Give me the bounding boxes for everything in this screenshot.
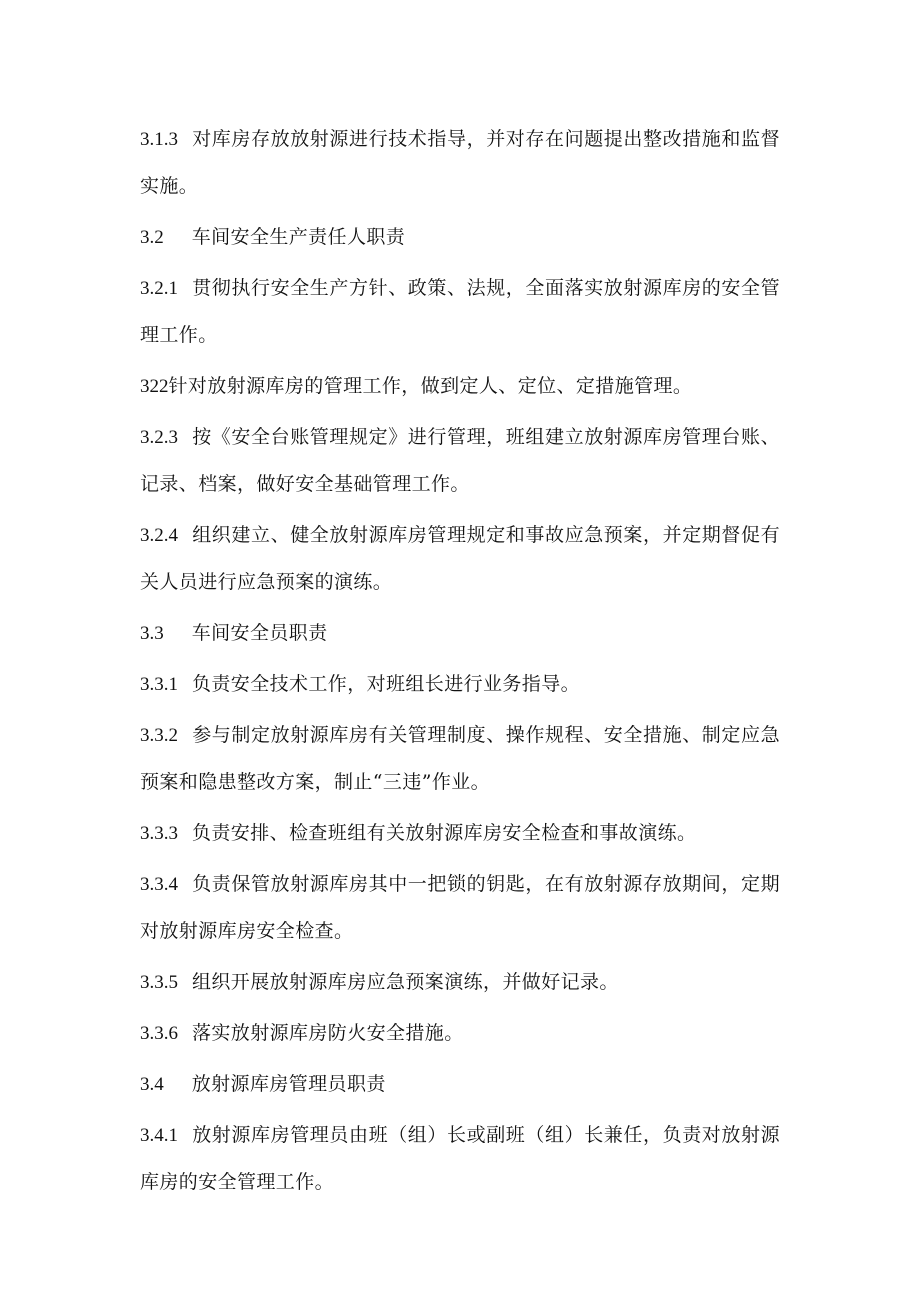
paragraph-3-3-6 — [140, 1010, 780, 1057]
document-body — [140, 116, 780, 1210]
clause-text: 按《安全台账管理规定》进行管理，班组建立放射源库房管理台账、记录、档案，做好安全基础管理工作。 — [140, 426, 780, 495]
paragraph-3-2-3 — [140, 414, 780, 508]
section-heading-3-4 — [140, 1061, 780, 1108]
clause-number: 322 — [140, 376, 169, 397]
clause-text: 组织建立、健全放射源库房管理规定和事故应急预案，并定期督促有关人员进行应急预案的演练。 — [140, 524, 780, 593]
paragraph-3-2-4 — [140, 512, 780, 606]
section-heading-3-3 — [140, 610, 780, 657]
paragraph-3-3-3 — [140, 810, 780, 857]
clause-text: 放射源库房管理员由班（组）长或副班（组）长兼任，负责对放射源库房的安全管理工作。 — [140, 1124, 780, 1193]
paragraph-3-3-1 — [140, 661, 780, 708]
clause-number: 3.3.2 — [140, 725, 178, 746]
clause-number: 3.2.1 — [140, 278, 178, 299]
clause-text: 落实放射源库房防火安全措施。 — [192, 1022, 464, 1044]
clause-text: 对库房存放放射源进行技术指导，并对存在问题提出整改措施和监督实施。 — [140, 128, 780, 197]
clause-text: 组织开展放射源库房应急预案演练，并做好记录。 — [192, 971, 619, 993]
clause-number: 3.3.6 — [140, 1023, 178, 1044]
paragraph-3-4-1 — [140, 1112, 780, 1206]
clause-number: 3.1.3 — [140, 129, 178, 150]
clause-number: 3.4.1 — [140, 1125, 178, 1146]
clause-text: 参与制定放射源库房有关管理制度、操作规程、安全措施、制定应急预案和隐患整改方案，制止“三违”作业。 — [140, 724, 780, 793]
section-number: 3.4 — [140, 1074, 164, 1095]
clause-number: 3.3.1 — [140, 674, 178, 695]
section-title: 车间安全员职责 — [191, 622, 328, 644]
clause-number: 3.2.4 — [140, 525, 178, 546]
paragraph-3-3-5 — [140, 959, 780, 1006]
clause-text: 负责安全技术工作，对班组长进行业务指导。 — [192, 673, 581, 695]
clause-number: 3.3.4 — [140, 874, 178, 895]
clause-text: 负责保管放射源库房其中一把锁的钥匙，在有放射源存放期间，定期对放射源库房安全检查。 — [140, 873, 780, 942]
clause-text: 针对放射源库房的管理工作，做到定人、定位、定措施管理。 — [168, 375, 693, 397]
paragraph-3-3-2 — [140, 712, 780, 806]
paragraph-3-3-4 — [140, 861, 780, 955]
section-number: 3.2 — [140, 227, 164, 248]
paragraph-3-2-2 — [140, 363, 780, 410]
section-title: 放射源库房管理员职责 — [191, 1073, 386, 1095]
section-title: 车间安全生产责任人职责 — [191, 226, 406, 248]
paragraph-3-2-1 — [140, 265, 780, 359]
clause-number: 3.2.3 — [140, 427, 178, 448]
clause-text: 贯彻执行安全生产方针、政策、法规，全面落实放射源库房的安全管理工作。 — [140, 277, 780, 346]
section-number: 3.3 — [140, 623, 164, 644]
section-heading-3-2 — [140, 214, 780, 261]
clause-number: 3.3.3 — [140, 823, 178, 844]
clause-text: 负责安排、检查班组有关放射源库房安全检查和事故演练。 — [192, 822, 697, 844]
paragraph-3-1-3 — [140, 116, 780, 210]
clause-number: 3.3.5 — [140, 972, 178, 993]
